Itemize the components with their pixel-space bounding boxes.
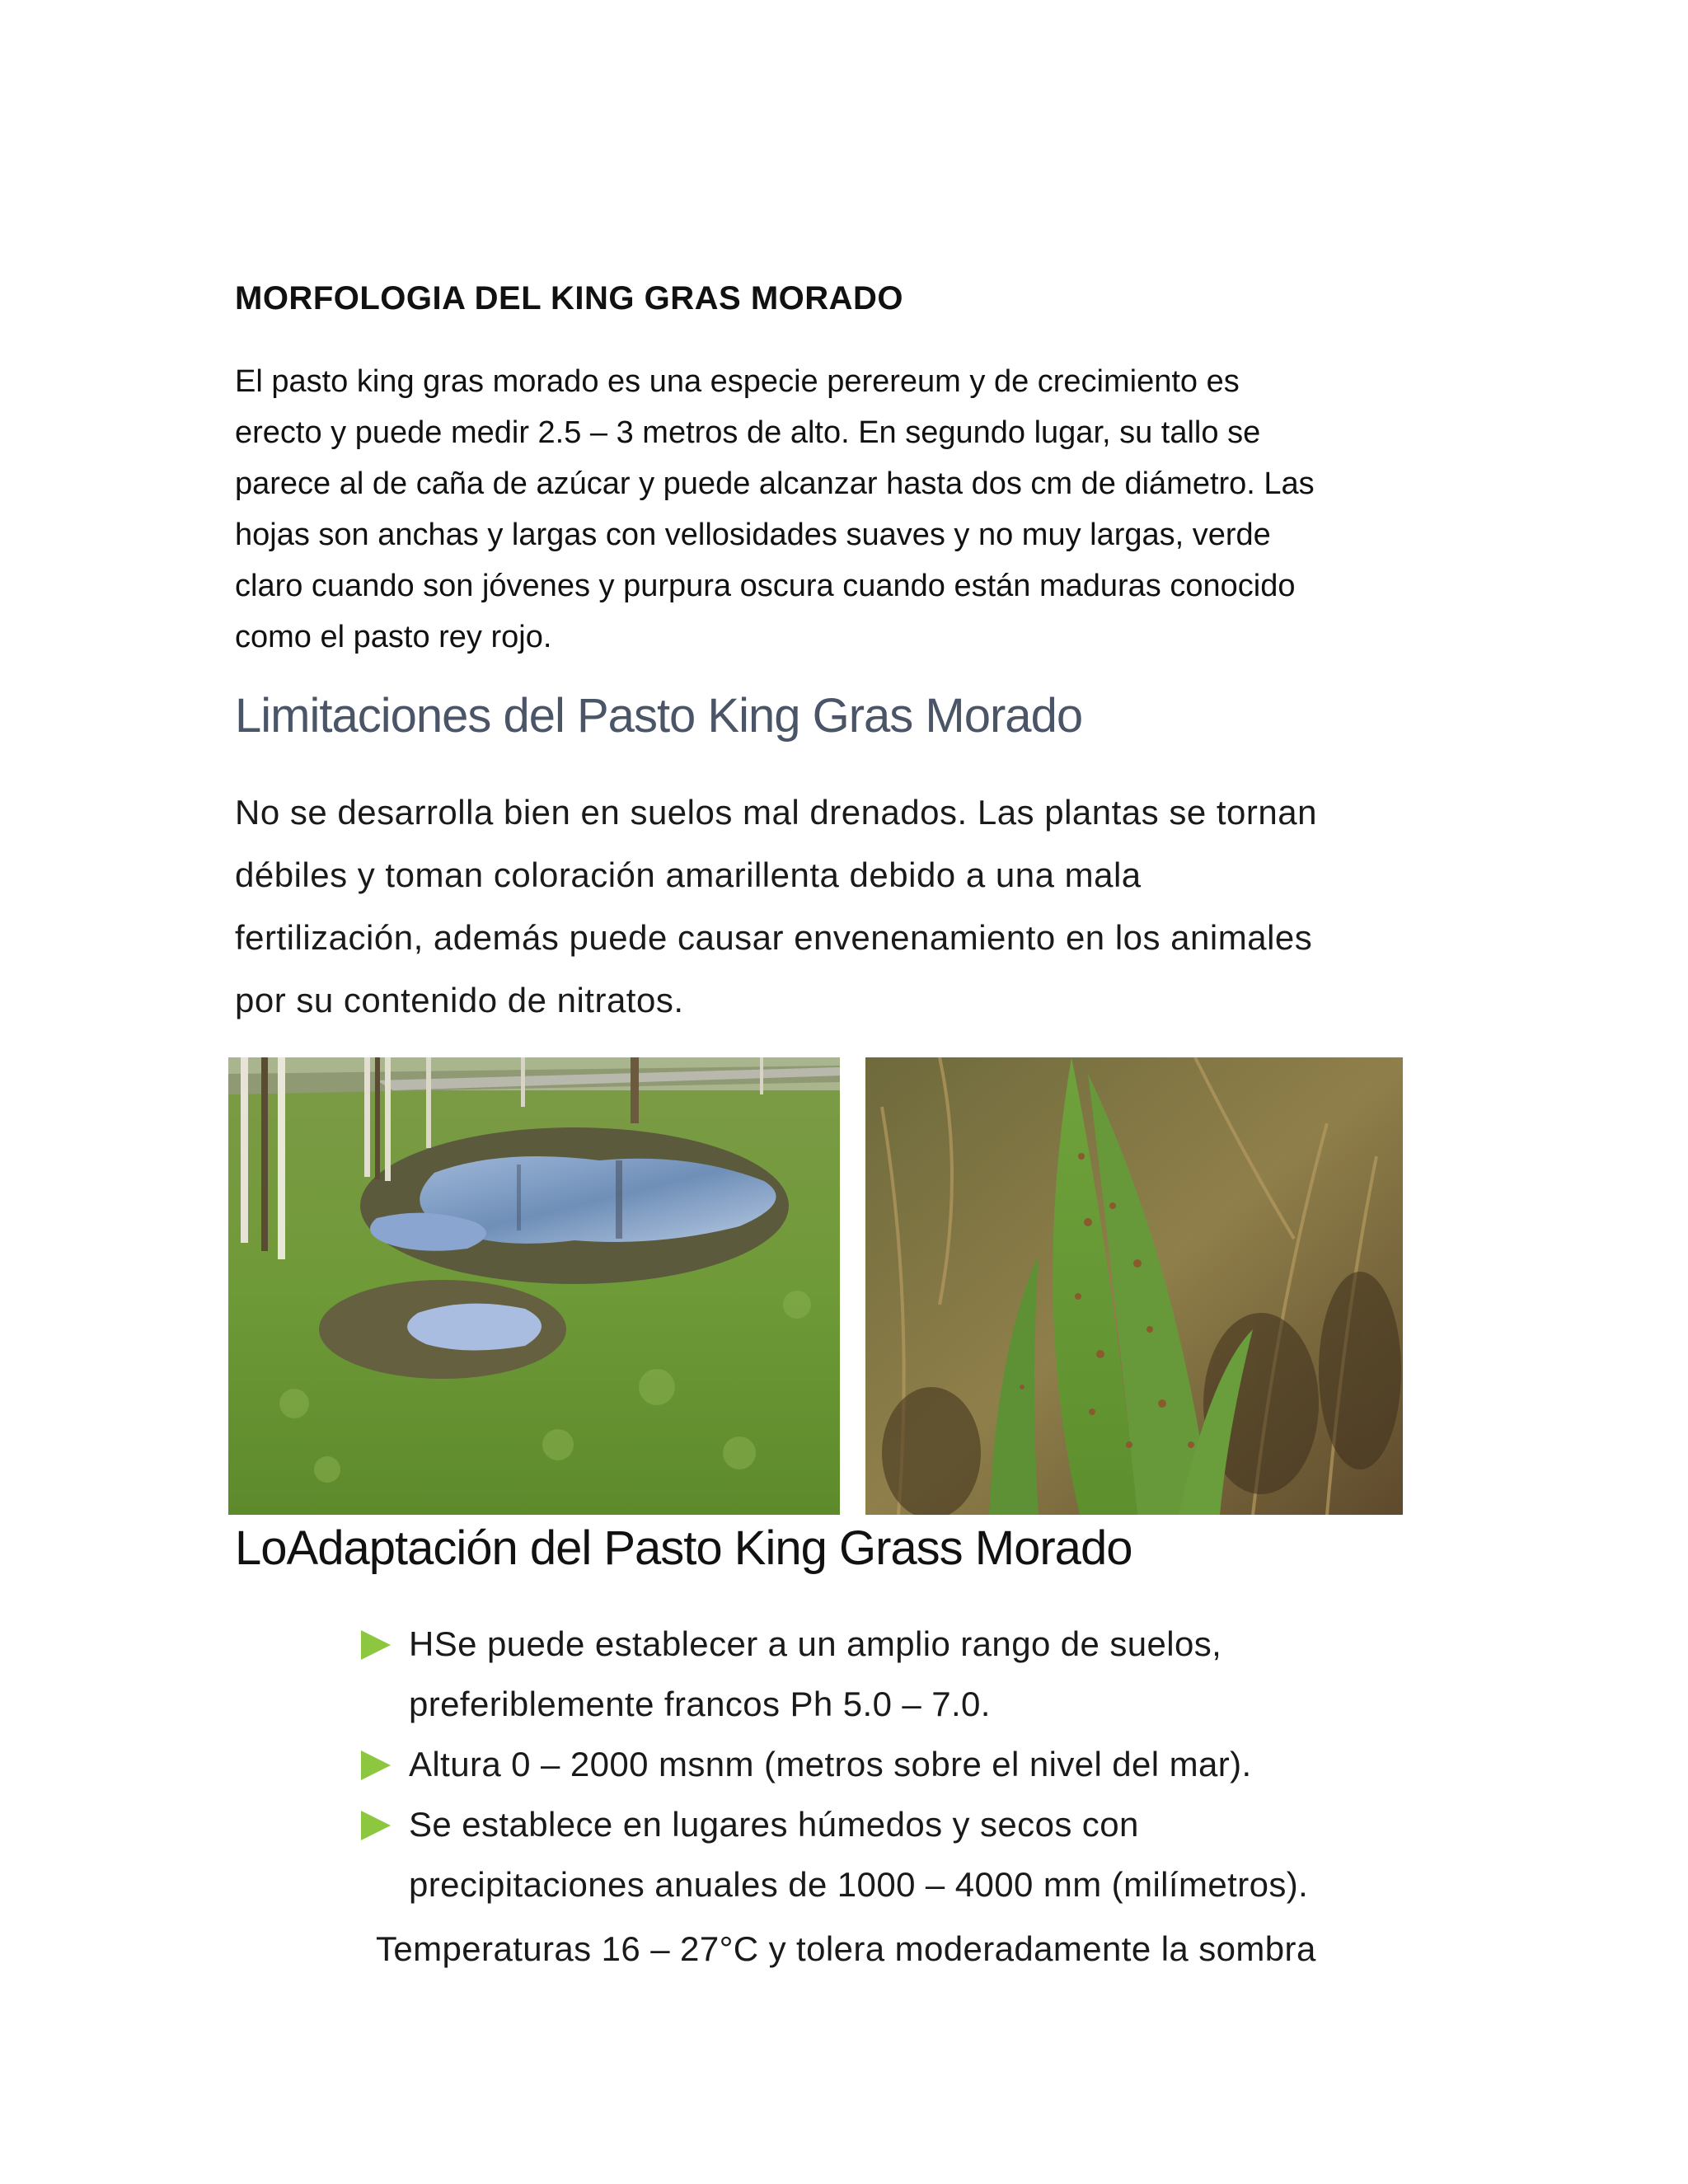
paragraph-line: por su contenido de nitratos.: [235, 981, 684, 1019]
paragraph-line: hojas son anchas y largas con vellosidades suaves y no muy largas, verde: [235, 518, 1271, 552]
list-item: [361, 1614, 1515, 1734]
list-item-line: Se establece en lugares húmedos y secos con: [409, 1805, 1139, 1844]
section-title-limitaciones: Limitaciones del Pasto King Gras Morado: [235, 689, 1083, 743]
list-item-line: Altura 0 – 2000 msnm (metros sobre el nivel del mar).: [409, 1745, 1252, 1783]
triangle-bullet-icon: [361, 1811, 391, 1840]
paragraph-line: erecto y puede medir 2.5 – 3 metros de alto. En segundo lugar, su tallo se: [235, 415, 1261, 450]
list-item-line: HSe puede establecer a un amplio rango de suelos,: [409, 1624, 1222, 1663]
triangle-bullet-icon: [361, 1750, 391, 1780]
paragraph-line: parece al de caña de azúcar y puede alcanzar hasta dos cm de diámetro. Las: [235, 466, 1315, 501]
paragraph-line: fertilización, además puede causar envenenamiento en los animales: [235, 918, 1313, 957]
paragraph-line: como el pasto rey rojo.: [235, 620, 552, 654]
paragraph-line: El pasto king gras morado es una especie perereum y de crecimiento es: [235, 364, 1240, 399]
limitaciones-paragraph: [235, 781, 1471, 1032]
paragraph-line: débiles y toman coloración amarillenta debido a una mala: [235, 855, 1142, 894]
morfologia-paragraph: [235, 356, 1455, 663]
adaptacion-list: [361, 1614, 1515, 1915]
paragraph-line: No se desarrolla bien en suelos mal drenados. Las plantas se tornan: [235, 793, 1317, 832]
section-title-morfologia: MORFOLOGIA DEL KING GRAS MORADO: [235, 280, 904, 316]
temperaturas-line: Temperaturas 16 – 27°C y tolera moderadamente la sombra: [376, 1929, 1316, 1968]
list-item: [361, 1794, 1515, 1915]
paragraph-line: claro cuando son jóvenes y purpura oscura cuando están maduras conocido: [235, 569, 1296, 603]
section-title-adaptacion: LoAdaptación del Pasto King Grass Morado: [235, 1521, 1132, 1575]
photo-flooded-field: [228, 1057, 840, 1515]
triangle-bullet-icon: [361, 1630, 391, 1660]
list-item-line: preferiblemente francos Ph 5.0 – 7.0.: [409, 1685, 991, 1723]
list-item: [361, 1734, 1515, 1794]
photo-diseased-leaves: [865, 1057, 1403, 1515]
list-item-line: precipitaciones anuales de 1000 – 4000 mm (milímetros).: [409, 1865, 1309, 1904]
